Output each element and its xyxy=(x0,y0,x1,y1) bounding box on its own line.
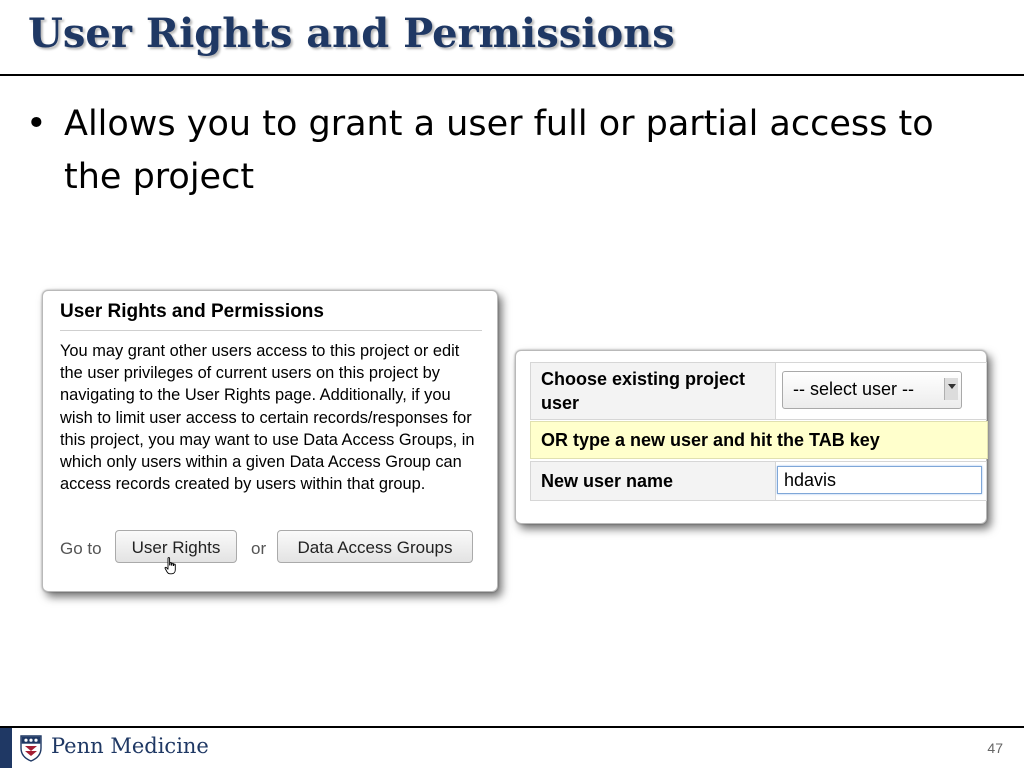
footer-divider xyxy=(0,726,1024,728)
existing-user-select[interactable] xyxy=(782,371,962,409)
panel-description: You may grant other users access to this project or edit the user privileges of current users on this project by navigating to the User Rights page. Additionally, if you wish to limit user access to certain records/responses for this project, you may want to use Data Access Groups, in which only users within a given Data Access Group can access records created by users within that group. xyxy=(60,342,475,494)
data-access-groups-button[interactable]: Data Access Groups xyxy=(277,530,473,563)
bullet-marker: • xyxy=(26,104,47,144)
bullet-text: Allows you to grant a user full or partial access to the project xyxy=(64,104,934,197)
footer-accent-bar xyxy=(0,728,12,768)
panel-heading: User Rights and Permissions xyxy=(60,301,324,322)
existing-user-label: Choose existing project user xyxy=(541,369,746,413)
panel-divider xyxy=(60,330,482,331)
penn-shield-icon xyxy=(20,735,42,762)
penn-medicine-logo-text: Penn Medicine xyxy=(51,734,209,758)
instruction-text: OR type a new user and hit the TAB key xyxy=(541,430,880,450)
chevron-down-icon xyxy=(944,378,958,400)
goto-label: Go to xyxy=(60,539,102,558)
existing-user-label-cell xyxy=(530,362,776,420)
user-rights-panel xyxy=(42,290,498,592)
slide-title: User Rights and Permissions xyxy=(28,10,675,57)
new-user-label-cell xyxy=(530,461,776,501)
add-user-panel xyxy=(515,350,987,524)
instruction-row xyxy=(530,421,988,459)
new-user-label: New user name xyxy=(541,471,674,491)
hand-pointer-icon xyxy=(164,557,178,575)
or-label: or xyxy=(251,539,267,558)
user-rights-button[interactable]: User Rights xyxy=(115,530,237,563)
page-number: 47 xyxy=(987,740,1003,756)
title-divider xyxy=(0,74,1024,76)
select-value: -- select user -- xyxy=(793,379,915,399)
new-user-name-input[interactable] xyxy=(777,466,982,494)
